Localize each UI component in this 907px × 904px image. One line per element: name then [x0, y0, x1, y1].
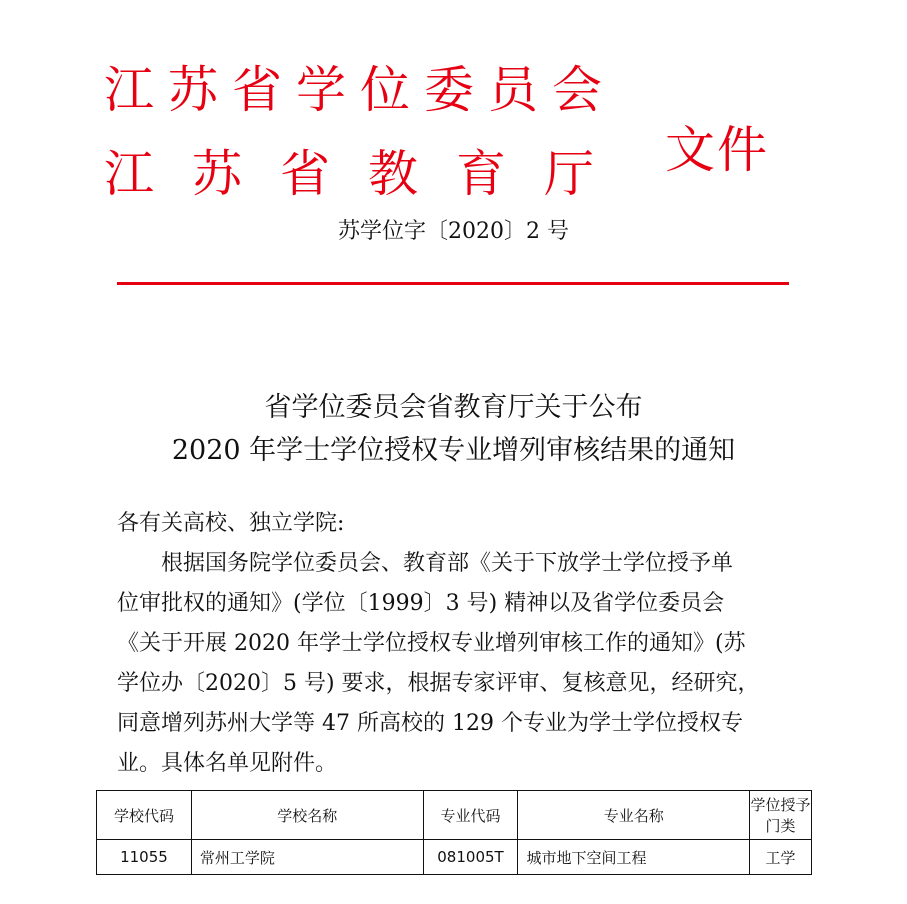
cell-school-name: 常州工学院 [191, 840, 423, 875]
document-number: 苏学位字〔2020〕2 号 [338, 219, 569, 244]
header-school-code: 学校代码 [97, 791, 192, 840]
body-line: 根据国务院学位委员会、教育部《关于下放学士学位授予单 [117, 551, 734, 576]
authorization-table [96, 790, 812, 875]
table-row [97, 840, 812, 875]
issuer-line-1: 江苏省学位委员会 [104, 61, 616, 119]
body-line: 业。具体名单见附件。 [117, 751, 338, 776]
document-suffix: 文件 [665, 121, 769, 179]
notice-title-line-1: 省学位委员会省教育厅关于公布 [264, 392, 643, 423]
body-line: 同意增列苏州大学等 47 所高校的 129 个专业为学士学位授权专 [117, 711, 743, 736]
table-header-row [97, 791, 812, 840]
issuer-line-2: 江苏省教育厅 [104, 145, 632, 203]
body-line: 《关于开展 2020 年学士学位授权专业增列审核工作的通知》(苏 [117, 631, 746, 656]
cell-degree-category: 工学 [750, 840, 812, 875]
cell-major-name: 城市地下空间工程 [518, 840, 750, 875]
notice-title-line-2: 2020 年学士学位授权专业增列审核结果的通知 [171, 435, 736, 466]
header-school-name: 学校名称 [191, 791, 423, 840]
body-line: 学位办〔2020〕5 号) 要求，根据专家评审、复核意见，经研究， [117, 671, 760, 696]
cell-major-code: 081005T [423, 840, 518, 875]
header-major-code: 专业代码 [423, 791, 518, 840]
header-major-name: 专业名称 [518, 791, 750, 840]
cell-school-code: 11055 [97, 840, 192, 875]
red-divider [117, 282, 789, 285]
salutation: 各有关高校、独立学院: [117, 511, 345, 536]
header-degree-category: 学位授予门类 [750, 791, 812, 840]
body-line: 位审批权的通知》(学位〔1999〕3 号) 精神以及省学位委员会 [117, 591, 725, 616]
